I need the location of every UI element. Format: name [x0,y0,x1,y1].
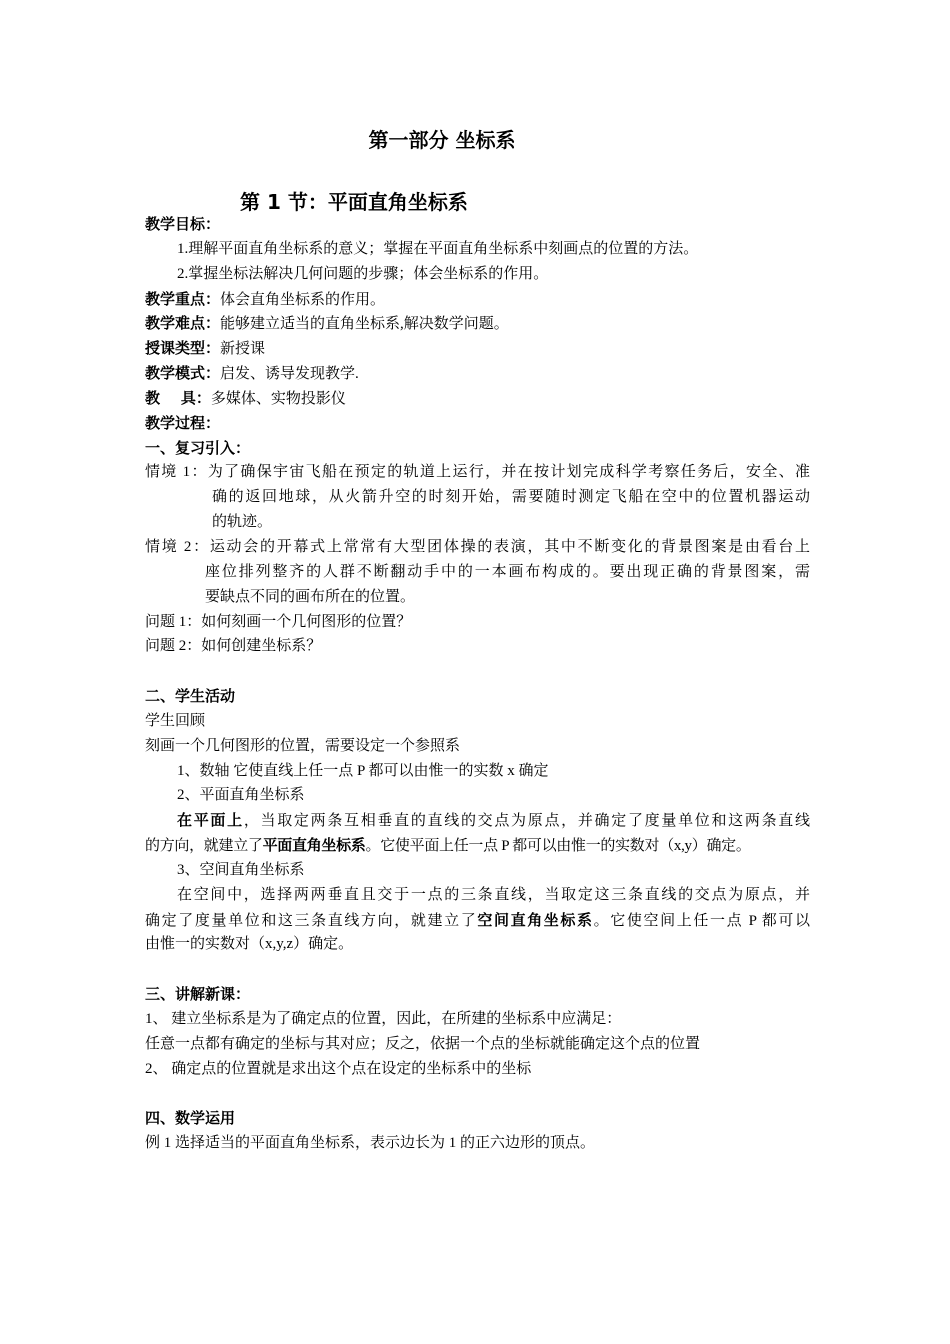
section-4-heading: 四、数学运用 [145,1109,236,1128]
bold-text: 空间直角坐标系 [477,910,594,929]
bold-text: 平面直角坐标系 [262,836,366,855]
case-1-line: 为了确保宇宙飞船在预定的轨道上运行，并在按计划完成科学考察任务后，安全、准 [207,464,810,481]
text: ，当取定两条互相垂直的直线的交点为原点，并确定了度量单位和这两条直线 [243,813,810,830]
document-title: 第一部分 坐标系 [368,128,516,152]
text: 。它使空间上任一点 P 都可以 [593,912,810,929]
tools-text: 多媒体、实物投影仪 [210,390,346,407]
goals-label: 教学目标： [145,215,221,233]
section-3-heading: 三、讲解新课： [145,985,251,1004]
lesson-type [145,336,810,361]
case-1-line: 确的返回地球，从火箭升空的时刻开始，需要随时测定飞船在空中的位置机器运动 [212,489,810,506]
paragraph: 在空间中，选择两两垂直且交于一点的三条直线，当取定这三条直线的交点为原点，并 [177,886,810,903]
key-text: 体会直角坐标系的作用。 [220,291,386,308]
paragraph: 由惟一的实数对（x,y,z）确定。 [145,936,354,953]
paragraph [145,833,810,858]
case-1-label: 情境 1： [145,464,208,481]
text: 的方向，就建立了 [145,838,263,855]
question-1: 问题 1：如何刻画一个几何图形的位置？ [145,613,412,630]
difficulty [145,311,810,336]
paragraph: 学生回顾 [145,712,206,729]
case-1-line: 的轨迹。 [212,514,273,531]
document-body [145,212,810,1156]
question-2: 问题 2：如何创建坐标系？ [145,638,322,655]
case-1 [145,460,810,485]
goal-item: 1.理解平面直角坐标系的意义；掌握在平面直角坐标系中刻画点的位置的方法。 [177,240,699,257]
case-2-line: 要缺点不同的画布所在的位置。 [205,588,416,605]
tools-label: 教 具： [145,388,211,407]
mode-label: 教学模式： [145,364,221,383]
paragraph: 1、 建立坐标系是为了确定点的位置，因此，在所建的坐标系中应满足： [145,1011,622,1027]
key-label: 教学重点： [145,289,221,308]
type-label: 授课类型： [145,339,221,358]
difficulty-label: 教学难点： [145,314,221,333]
mode-text: 启发、诱导发现教学. [220,366,359,383]
paragraph [145,908,810,933]
type-text: 新授课 [220,341,266,358]
goal-item: 2.掌握坐标法解决几何问题的步骤；体会坐标系的作用。 [177,265,549,282]
difficulty-text: 能够建立适当的直角坐标系,解决数学问题。 [220,316,509,333]
section-2-heading: 二、学生活动 [145,687,236,706]
teaching-tools [145,386,810,411]
section-1-heading: 一、复习引入： [145,438,251,457]
paragraph: 2、平面直角坐标系 [177,787,305,804]
case-2-line: 运动会的开幕式上常常有大型团体操的表演，其中不断变化的背景图案是由看台上 [209,538,810,555]
bold-text: 在平面上 [177,811,244,830]
text: 确定了度量单位和这三条直线方向，就建立了 [145,912,478,929]
paragraph: 2、 确定点的位置就是求出这个点在设定的坐标系中的坐标 [145,1060,532,1077]
paragraph: 1、数轴 它使直线上任一点 P 都可以由惟一的实数 x 确定 [177,762,549,779]
paragraph: 刻画一个几何图形的位置，需要设定一个参照系 [145,737,461,754]
paragraph: 3、空间直角坐标系 [177,861,305,878]
process-label: 教学过程： [145,413,221,432]
paragraph [145,808,810,833]
case-2-line: 座位排列整齐的人群不断翻动手中的一本画布构成的。要出现正确的背景图案，需 [205,563,810,580]
text: 。它使平面上任一点 P 都可以由惟一的实数对（x,y）确定。 [365,838,751,855]
teaching-mode [145,361,810,386]
key-point [145,287,810,312]
case-2 [145,535,810,560]
section-title: 第 1 节：平面直角坐标系 [240,190,468,214]
case-2-label: 情境 2： [145,538,210,555]
paragraph: 例 1 选择适当的平面直角坐标系，表示边长为 1 的正六边形的顶点。 [145,1135,596,1152]
paragraph: 任意一点都有确定的坐标与其对应；反之，依据一个点的坐标就能确定这个点的位置 [145,1035,701,1052]
